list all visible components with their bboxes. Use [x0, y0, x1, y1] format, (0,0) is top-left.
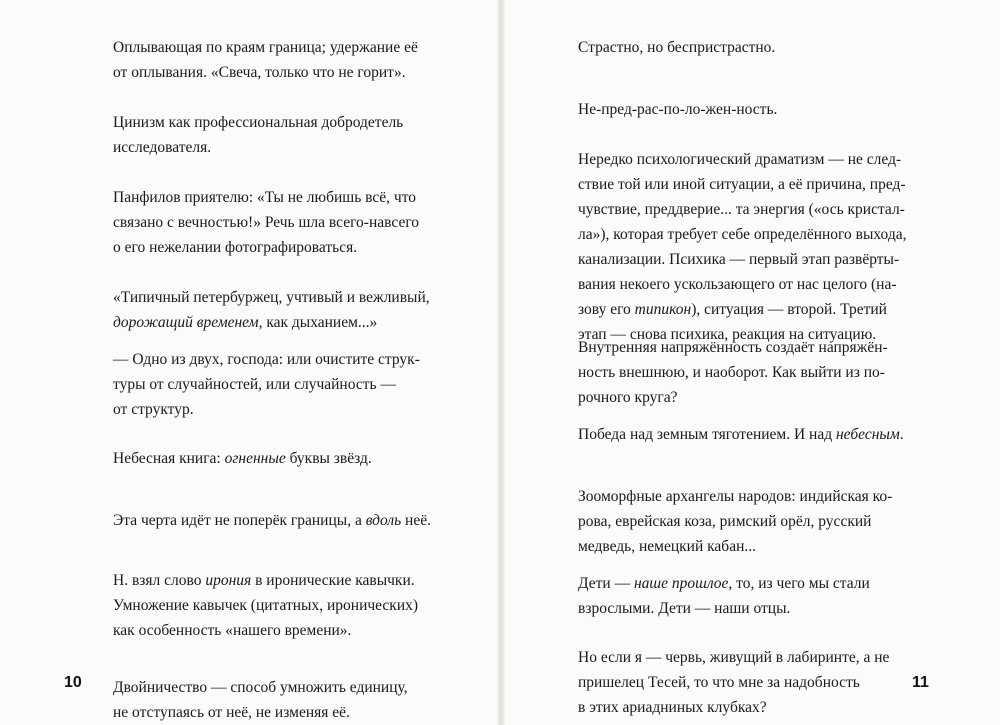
text-segment: Зооморфные архангелы народов: индийская ко-	[578, 488, 893, 505]
text-line	[578, 360, 888, 385]
italic-text: небесным	[835, 426, 900, 443]
text-line	[113, 593, 423, 618]
text-segment: Но если я — червь, живущий в лабиринте, а не	[578, 649, 890, 666]
text-segment: Н. взял слово	[113, 572, 206, 589]
text-segment: как особенность «нашего времени».	[113, 622, 352, 639]
text-line	[578, 484, 893, 509]
text-segment: Внутренняя напряжённость создаёт напряжён-	[578, 339, 888, 356]
paragraph	[578, 147, 907, 347]
text-segment: Двойничество — способ умножить единицу,	[113, 679, 408, 696]
text-line	[578, 35, 888, 60]
text-segment: взрослыми. Дети — наши отцы.	[578, 600, 791, 617]
italic-text: типикон	[634, 301, 692, 318]
italic-text: ирония	[205, 572, 252, 589]
text-line	[578, 645, 888, 670]
text-line	[113, 372, 423, 397]
text-line	[113, 185, 423, 210]
text-line	[113, 568, 423, 593]
text-segment: ), ситуация — второй. Третий	[691, 301, 887, 318]
text-segment: Цинизм как профессиональная добродетель	[113, 114, 404, 131]
text-segment: неё.	[401, 512, 431, 529]
text-line	[578, 670, 888, 695]
text-line	[113, 347, 423, 372]
text-line	[113, 700, 423, 725]
text-line	[113, 135, 423, 160]
text-segment: исследователя.	[113, 139, 212, 156]
page-number-left: 10	[64, 674, 82, 691]
paragraph	[578, 422, 904, 447]
text-segment: Оплывающая по краям граница; удержание её	[113, 39, 418, 56]
paragraph	[113, 35, 423, 85]
text-line	[578, 695, 888, 720]
text-line	[113, 285, 430, 310]
page-number-right: 11	[912, 674, 929, 691]
text-segment: Победа над земным тяготением. И над	[578, 426, 836, 443]
text-line	[113, 618, 423, 643]
text-segment: ствие той или иной ситуации, а её причина, пред-	[578, 176, 906, 193]
paragraph	[578, 35, 888, 60]
text-line	[113, 508, 431, 533]
text-line	[578, 272, 897, 297]
text-segment: Эта черта идёт не поперёк границы, а	[113, 512, 366, 529]
text-segment: связано с вечностью!» Речь шла всего-навсего	[113, 214, 420, 231]
paragraph	[113, 185, 423, 260]
text-line	[578, 147, 902, 172]
book-gutter	[497, 0, 505, 725]
text-segment: в этих ариадниных клубках?	[578, 699, 767, 716]
text-segment: в иронические кавычки.	[251, 572, 415, 589]
text-segment: зову его	[578, 301, 635, 318]
text-segment: буквы звёзд.	[285, 450, 372, 467]
text-segment: , как дыханием...»	[258, 314, 378, 331]
paragraph	[578, 335, 888, 410]
text-segment: , то, из чего мы стали	[728, 575, 870, 592]
text-line	[578, 247, 900, 272]
text-line	[113, 446, 423, 471]
text-segment: Небесная книга:	[113, 450, 225, 467]
italic-text: дорожащий временем	[113, 314, 259, 331]
paragraph	[578, 97, 888, 122]
text-segment: туры от случайностей, или случайность —	[113, 376, 396, 393]
text-segment: ность внешнюю, и наоборот. Как выйти из по-	[578, 364, 885, 381]
text-segment: от оплывания. «Свеча, только что не горит».	[113, 64, 406, 81]
paragraph	[113, 110, 423, 160]
italic-text: огненные	[224, 450, 286, 467]
text-line	[578, 197, 905, 222]
text-segment: .	[899, 426, 904, 443]
text-line	[113, 397, 423, 422]
text-segment: медведь, немецкий кабан...	[578, 538, 756, 555]
text-line	[113, 60, 423, 85]
text-line	[578, 335, 888, 360]
text-segment: о его нежелании фотографироваться.	[113, 239, 358, 256]
paragraph	[113, 446, 423, 471]
text-segment: Дети —	[578, 575, 634, 592]
paragraph	[113, 285, 430, 335]
text-line	[578, 385, 888, 410]
text-line	[578, 97, 888, 122]
text-segment: Не-пред-рас-по-ло-жен-ность.	[578, 101, 778, 118]
text-line	[113, 310, 423, 335]
text-segment: — Одно из двух, господа: или очистите струк-	[113, 351, 420, 368]
text-segment: ла»), которая требует себе определённого выхода,	[578, 226, 907, 243]
text-segment: не отступаясь от неё, не изменяя её.	[113, 704, 350, 721]
text-segment: от структур.	[113, 401, 194, 418]
text-segment: этап — снова психика, реакция на ситуацию.	[578, 326, 877, 343]
text-line	[113, 110, 423, 135]
text-line	[578, 172, 906, 197]
text-line	[578, 222, 907, 247]
text-line	[578, 571, 888, 596]
text-line	[113, 35, 423, 60]
text-segment: рочного круга?	[578, 389, 678, 406]
text-line	[578, 534, 888, 559]
text-segment: пришелец Тесей, то что мне за надобность	[578, 674, 860, 691]
italic-text: вдоль	[365, 512, 402, 529]
paragraph	[578, 571, 888, 621]
paragraph	[578, 484, 893, 559]
paragraph	[113, 568, 423, 643]
text-line	[113, 210, 423, 235]
right-page	[505, 0, 1000, 725]
paragraph	[113, 508, 431, 533]
text-line	[578, 297, 888, 322]
paragraph	[113, 675, 423, 725]
text-segment: «Типичный петербуржец, учтивый и вежливый,	[113, 289, 430, 306]
text-segment: Панфилов приятелю: «Ты не любишь всё, что	[113, 189, 417, 206]
text-line	[578, 596, 888, 621]
italic-text: наше прошлое	[633, 575, 729, 592]
text-line	[113, 235, 423, 260]
text-segment: вания некоего ускользающего от нас целого (на-	[578, 276, 897, 293]
text-segment: рова, еврейская коза, римский орёл, русский	[578, 513, 872, 530]
text-line	[113, 675, 423, 700]
left-page	[0, 0, 497, 725]
text-segment: Страстно, но беспристрастно.	[578, 39, 776, 56]
paragraph	[113, 347, 423, 422]
text-line	[578, 422, 904, 447]
text-segment: чувствие, преддверие... та энергия («ось кристал-	[578, 201, 905, 218]
text-segment: Умножение кавычек (цитатных, иронических)	[113, 597, 419, 614]
paragraph	[578, 645, 888, 720]
text-line	[578, 509, 888, 534]
text-segment: канализации. Психика — первый этап развёрты-	[578, 251, 900, 268]
text-segment: Нередко психологический драматизм — не след-	[578, 151, 902, 168]
